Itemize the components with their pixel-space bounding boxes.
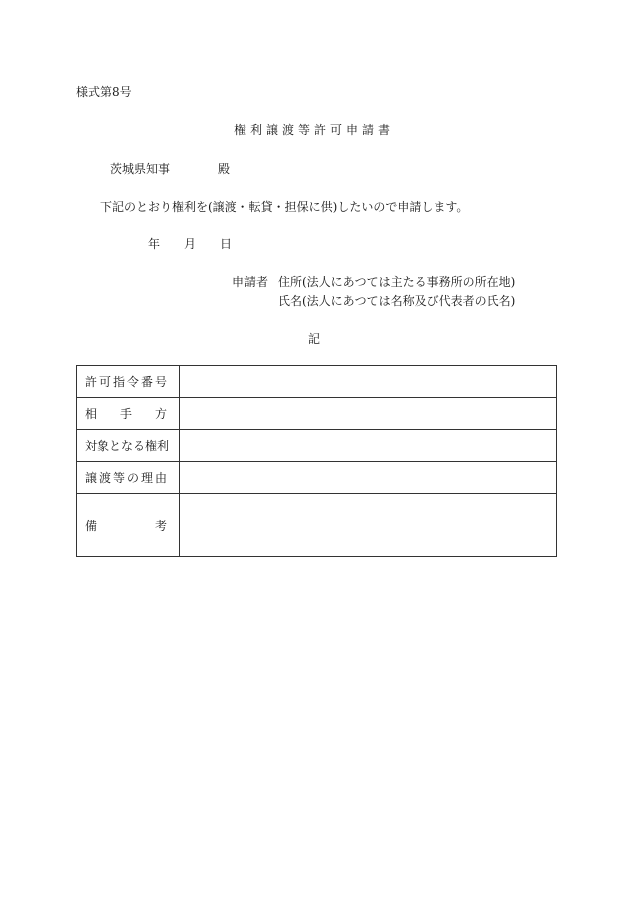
table-row [77,366,557,398]
remarks-label-char: 備 [85,519,98,533]
date-day-label: 日 [220,237,233,251]
target-right-label: 対象となる権利 [77,430,180,462]
transfer-reason-field[interactable] [180,462,557,494]
date-year-label: 年 [148,237,161,251]
counterparty-label [77,398,180,430]
permit-number-field[interactable] [180,366,557,398]
applicant-name-label: 氏名(法人にあつては名称及び代表者の氏名) [278,294,516,308]
table-row [77,494,557,557]
target-right-field[interactable] [180,430,557,462]
transfer-reason-label: 譲渡等の理由 [77,462,180,494]
remarks-label-char: 考 [154,519,167,533]
remarks-label [77,494,180,557]
request-statement: 下記のとおり権利を(譲渡・転貸・担保に供)したいので申請します。 [100,200,469,214]
document-title: 権利譲渡等許可申請書 [234,123,395,137]
applicant-address-label: 住所(法人にあつては主たる事務所の所在地) [278,275,516,289]
table-row [77,462,557,494]
counterparty-label-char: 方 [154,406,167,421]
addressee-honorific: 殿 [218,162,231,176]
counterparty-label-char: 手 [119,406,132,421]
ki-heading: 記 [308,332,321,346]
details-table [76,365,557,557]
remarks-field[interactable] [180,494,557,557]
counterparty-field[interactable] [180,398,557,430]
applicant-label: 申請者 [232,275,269,289]
form-number: 様式第8号 [76,85,132,99]
addressee: 茨城県知事 [110,162,171,176]
table-row [77,430,557,462]
date-month-label: 月 [184,237,197,251]
counterparty-label-char: 相 [85,406,98,421]
permit-number-label: 許可指令番号 [77,366,180,398]
table-row [77,398,557,430]
